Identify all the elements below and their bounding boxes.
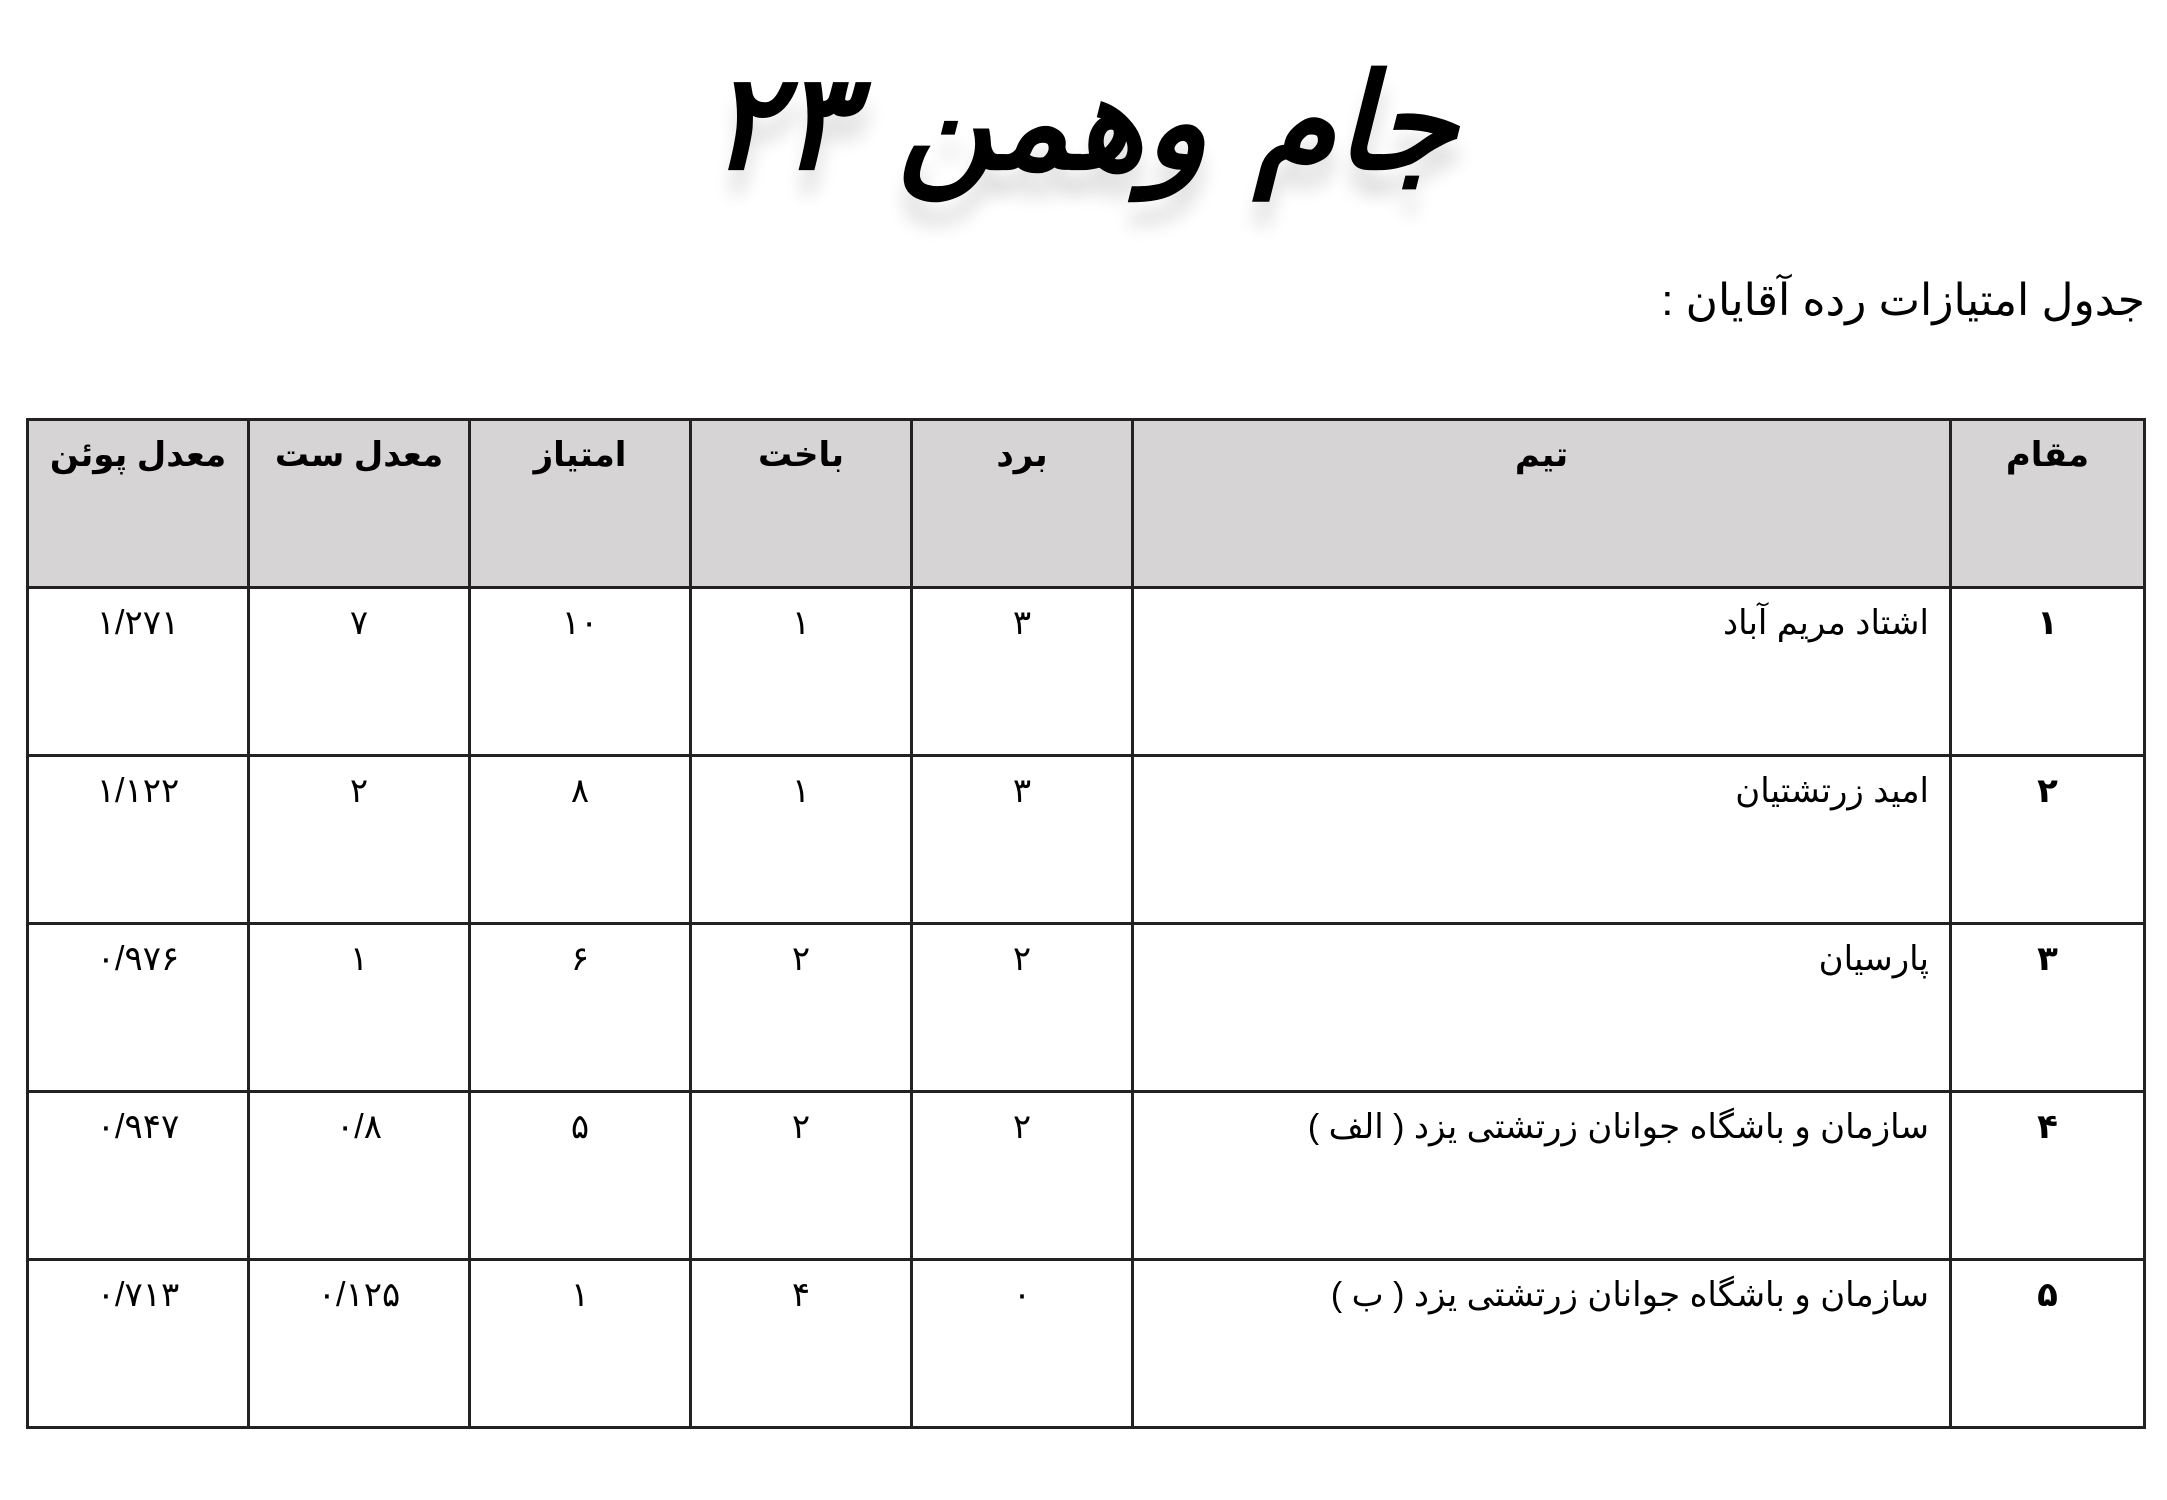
- cell-wins: ۳: [912, 756, 1133, 924]
- header-losses: باخت: [691, 420, 912, 588]
- cell-team: سازمان و باشگاه جوانان زرتشتی یزد ( الف ): [1133, 1092, 1951, 1260]
- cell-point-average: ۰/۹۴۷: [28, 1092, 249, 1260]
- cell-set-average: ۱: [249, 924, 470, 1092]
- cell-rank: ۵: [1951, 1260, 2145, 1428]
- cell-wins: ۳: [912, 588, 1133, 756]
- cell-rank: ۳: [1951, 924, 2145, 1092]
- cell-team: اشتاد مریم آباد: [1133, 588, 1951, 756]
- cell-team: سازمان و باشگاه جوانان زرتشتی یزد ( ب ): [1133, 1260, 1951, 1428]
- table-caption: جدول امتیازات رده آقایان :: [1661, 276, 2145, 325]
- table-row: [28, 924, 2145, 1092]
- table-row: [28, 1092, 2145, 1260]
- header-team: تیم: [1133, 420, 1951, 588]
- cell-losses: ۴: [691, 1260, 912, 1428]
- table-row: [28, 756, 2145, 924]
- header-wins: برد: [912, 420, 1133, 588]
- cell-points: ۱۰: [470, 588, 691, 756]
- cell-losses: ۱: [691, 756, 912, 924]
- cell-points: ۸: [470, 756, 691, 924]
- cell-wins: ۲: [912, 1092, 1133, 1260]
- cell-wins: ۰: [912, 1260, 1133, 1428]
- cell-losses: ۱: [691, 588, 912, 756]
- cell-wins: ۲: [912, 924, 1133, 1092]
- table-header-row: [28, 420, 2145, 588]
- cell-points: ۶: [470, 924, 691, 1092]
- header-point-average: معدل پوئن: [28, 420, 249, 588]
- standings-table: [26, 418, 2146, 1429]
- table-row: [28, 1260, 2145, 1428]
- cell-set-average: ۷: [249, 588, 470, 756]
- header-rank: مقام: [1951, 420, 2145, 588]
- cell-losses: ۲: [691, 1092, 912, 1260]
- cell-point-average: ۱/۲۷۱: [28, 588, 249, 756]
- cell-rank: ۲: [1951, 756, 2145, 924]
- cell-team: امید زرتشتیان: [1133, 756, 1951, 924]
- cell-set-average: ۰/۸: [249, 1092, 470, 1260]
- cell-point-average: ۱/۱۲۲: [28, 756, 249, 924]
- cell-rank: ۱: [1951, 588, 2145, 756]
- cell-set-average: ۰/۱۲۵: [249, 1260, 470, 1428]
- cell-point-average: ۰/۹۷۶: [28, 924, 249, 1092]
- cell-points: ۱: [470, 1260, 691, 1428]
- table-row: [28, 588, 2145, 756]
- cell-team: پارسیان: [1133, 924, 1951, 1092]
- header-points: امتیاز: [470, 420, 691, 588]
- cell-rank: ۴: [1951, 1092, 2145, 1260]
- document-title: جام وهمن ۲۳: [709, 45, 1458, 200]
- cell-losses: ۲: [691, 924, 912, 1092]
- cell-point-average: ۰/۷۱۳: [28, 1260, 249, 1428]
- cell-set-average: ۲: [249, 756, 470, 924]
- cell-points: ۵: [470, 1092, 691, 1260]
- header-set-average: معدل ست: [249, 420, 470, 588]
